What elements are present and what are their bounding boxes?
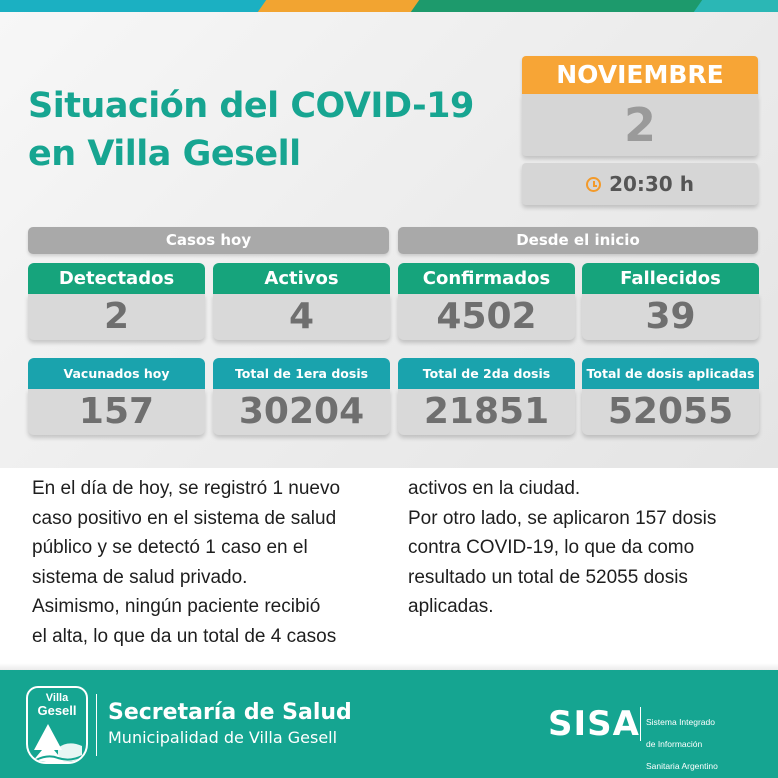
sisa-logo: SISA <box>548 704 640 744</box>
text-line: Asimismo, ningún paciente recibió <box>32 596 321 617</box>
card-label: Total de 2da dosis <box>398 358 575 389</box>
text-line: activos en la ciudad. <box>408 478 581 499</box>
card-value: 39 <box>582 294 759 340</box>
time-text: 20:30 h <box>609 172 694 196</box>
card-value: 2 <box>28 294 205 340</box>
text-line: En el día de hoy, se registró 1 nuevo <box>32 478 341 499</box>
card-label: Detectados <box>28 263 205 294</box>
card-detectados <box>28 263 205 340</box>
org-title: Secretaría de Salud <box>108 700 352 725</box>
text-line: aplicadas. <box>408 596 494 617</box>
sisa-desc-line: de Información <box>646 739 703 749</box>
date-day: 2 <box>522 94 758 156</box>
card-value: 4502 <box>398 294 575 340</box>
title-line-2: en Villa Gesell <box>28 134 301 174</box>
card-confirmados <box>398 263 575 340</box>
sisa-divider <box>640 707 641 741</box>
section-casos-hoy: Casos hoy <box>28 227 389 254</box>
text-line: caso positivo en el sistema de salud <box>32 507 337 529</box>
card-fallecidos <box>582 263 759 340</box>
text-line: sistema de salud privado. <box>32 566 248 588</box>
card-dosis-aplicadas <box>582 358 759 435</box>
text-column-left <box>32 474 402 651</box>
date-month: NOVIEMBRE <box>522 56 758 94</box>
pine-tree-icon <box>28 720 86 764</box>
card-label: Total de 1era dosis <box>213 358 390 389</box>
card-label: Vacunados hoy <box>28 358 205 389</box>
card-value: 21851 <box>398 389 575 435</box>
card-vacunados-hoy <box>28 358 205 435</box>
card-value: 157 <box>28 389 205 435</box>
sisa-description <box>646 706 718 778</box>
clock-icon <box>586 177 601 192</box>
text-column-right <box>408 474 768 622</box>
logo-text-line1: Villa <box>45 692 69 704</box>
text-line: resultado un total de 52055 dosis <box>408 566 688 588</box>
org-subtitle: Municipalidad de Villa Gesell <box>108 728 338 747</box>
card-label: Confirmados <box>398 263 575 294</box>
footer-divider <box>96 694 97 756</box>
sisa-desc-line: Sanitaria Argentino <box>646 761 718 771</box>
card-activos <box>213 263 390 340</box>
footer-shade <box>0 663 778 670</box>
card-value: 4 <box>213 294 390 340</box>
card-label: Activos <box>213 263 390 294</box>
report-time <box>522 163 758 205</box>
top-stripes <box>0 0 778 12</box>
title-line-1: Situación del COVID-19 <box>28 86 474 126</box>
card-label: Fallecidos <box>582 263 759 294</box>
card-value: 52055 <box>582 389 759 435</box>
villa-gesell-logo <box>26 686 88 764</box>
stripe-orange <box>258 0 426 12</box>
text-line: contra COVID-19, lo que da como <box>408 537 695 558</box>
page-title <box>28 82 518 178</box>
card-primera-dosis <box>213 358 390 435</box>
logo-text-line2: Gesell <box>37 703 77 718</box>
section-desde-inicio: Desde el inicio <box>398 227 758 254</box>
sisa-desc-line: Sistema Integrado <box>646 717 715 727</box>
card-label: Total de dosis aplicadas <box>582 358 759 389</box>
card-value: 30204 <box>213 389 390 435</box>
card-segunda-dosis <box>398 358 575 435</box>
text-line: el alta, lo que da un total de 4 casos <box>32 625 337 647</box>
text-line: público y se detectó 1 caso en el <box>32 537 308 558</box>
stripe-teal <box>694 0 778 12</box>
text-line: Por otro lado, se aplicaron 157 dosis <box>408 507 717 529</box>
stripe-green <box>411 0 709 12</box>
stripe-blue <box>0 0 270 12</box>
